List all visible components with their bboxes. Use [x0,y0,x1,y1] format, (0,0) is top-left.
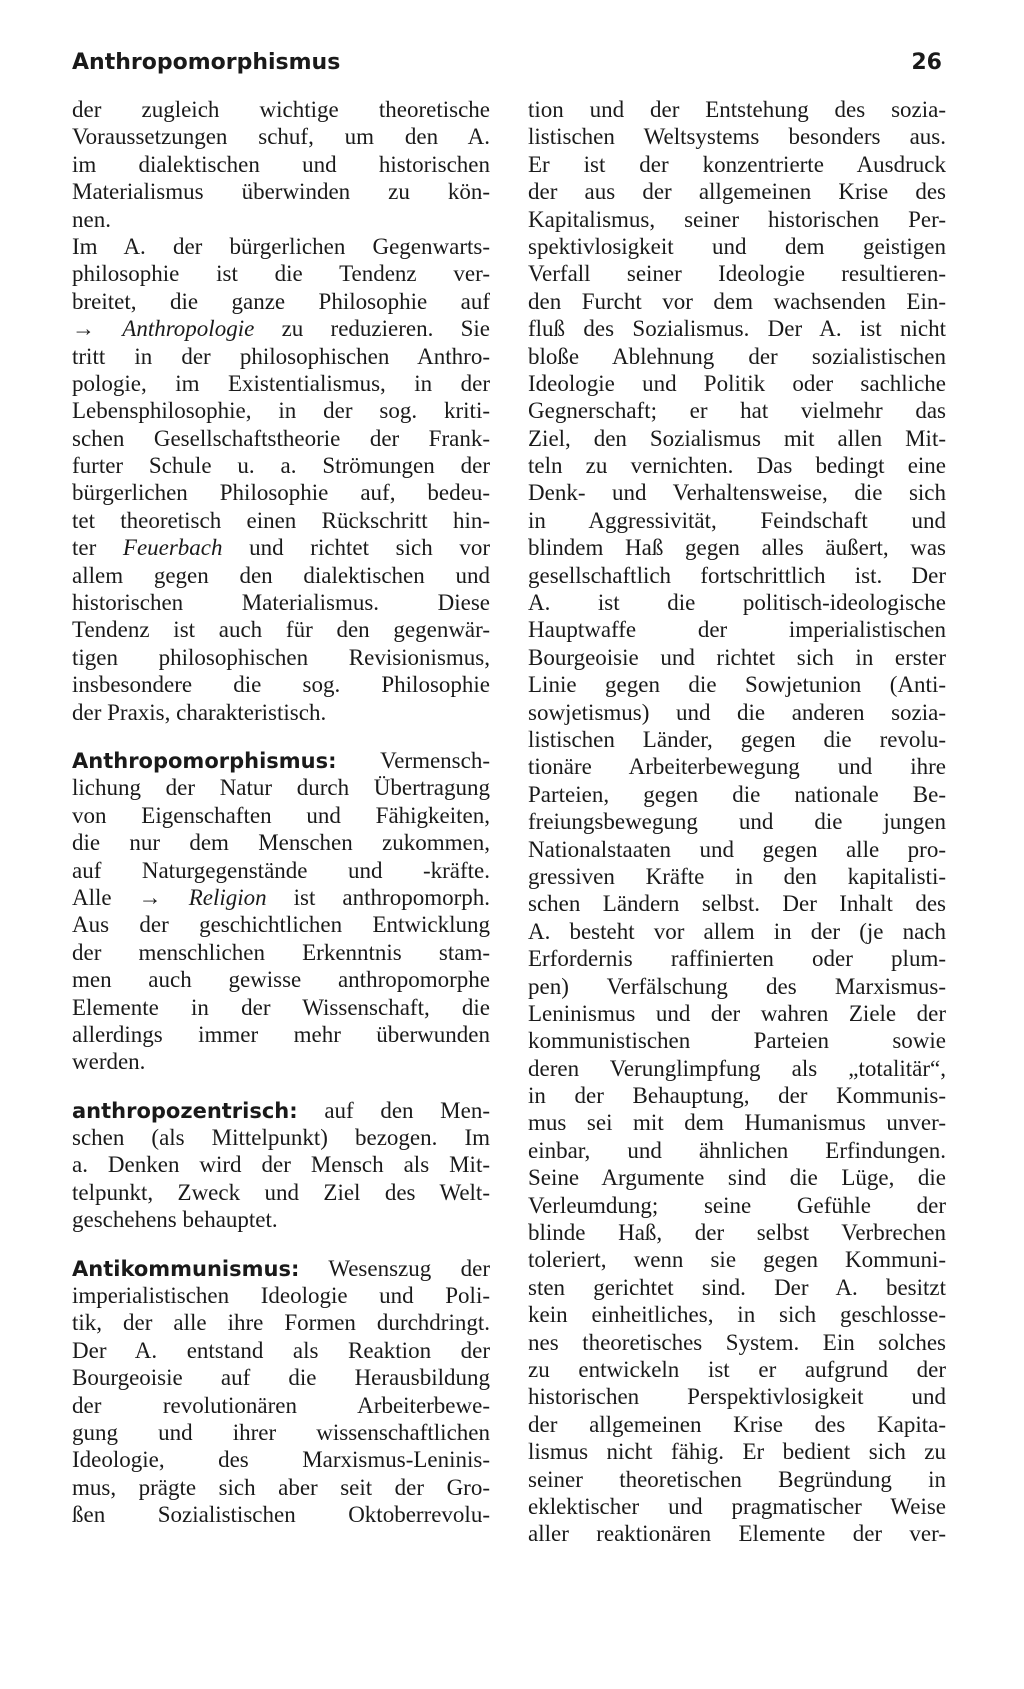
text-line [528,178,946,205]
text-line [72,1392,490,1419]
text-line [528,644,946,671]
text-run: schen (als Mittelpunkt) bezogen. Im [72,1125,490,1151]
text-line [72,616,490,643]
text-line [72,288,490,315]
text-line [528,726,946,753]
entry-antikommunismus-continued [528,96,946,1548]
text-run: gressiven Kräfte in den kapitalisti- [528,863,946,889]
entry-headword: Antikommunismus: [72,1256,300,1281]
text-line [528,1466,946,1493]
text-run: philosophie ist die Tendenz ver- [72,261,490,287]
text-run: seiner theoretischen Begründung in [528,1466,946,1492]
text-line [72,507,490,534]
text-line [72,1282,490,1309]
entry-anthropozentrisch [72,1097,490,1234]
text-line [528,1055,946,1082]
text-line [528,1000,946,1027]
text-line [528,1438,946,1465]
text-line [528,1274,946,1301]
text-run: werden. [72,1049,146,1075]
text-line [72,315,490,342]
running-head [72,50,952,84]
text-line [72,1048,490,1075]
text-line [72,884,490,911]
text-line [528,123,946,150]
text-run: Ideologie und Politik oder sachliche [528,370,946,396]
text-run: kein einheitliches, in sich geschlosse- [528,1302,946,1328]
text-line [528,452,946,479]
entry-headword: anthropozentrisch: [72,1098,298,1123]
right-column [528,96,946,1548]
text-run: mus sei mit dem Humanismus unver- [528,1110,946,1136]
text-run: blindem Haß gegen alles äußert, was [528,535,946,561]
text-line [72,1446,490,1473]
text-run: nes theoretisches System. Ein solches [528,1329,946,1355]
text-run: zu reduzieren. Sie [254,316,490,342]
text-run: Er ist der konzentrierte Ausdruck [528,151,946,177]
text-run: Bourgeoisie auf die Herausbildung [72,1365,490,1391]
text-run: auf den Men- [297,1097,490,1123]
text-line [72,802,490,829]
text-line [528,890,946,917]
text-line [72,644,490,671]
entry-headword: Anthropomorphismus: [72,748,337,773]
text-line [72,151,490,178]
text-line [72,1255,490,1282]
text-run: Im A. der bürgerlichen Gegenwarts- [72,233,490,259]
text-run: Lebensphilosophie, in der sog. kriti- [72,398,490,424]
text-run: Wesenszug der [299,1255,490,1281]
text-line [72,534,490,561]
cross-reference: Feuerbach [122,535,223,561]
text-run: in der Behauptung, der Kommunis- [528,1083,946,1109]
text-line [72,1097,490,1124]
text-run: men auch gewisse anthropomorphe [72,967,490,993]
text-line [528,1520,946,1547]
text-line [72,1419,490,1446]
text-line [528,1164,946,1191]
text-line [528,918,946,945]
text-line [528,671,946,698]
text-run: Ziel, den Sozialismus mit allen Mit- [528,425,946,451]
text-line [528,753,946,780]
text-run: der aus der allgemeinen Krise des [528,179,946,205]
text-run: der revolutionären Arbeiterbewe- [72,1392,490,1418]
text-run: Materialismus überwinden zu kön- [72,179,490,205]
text-run: A. besteht vor allem in der (je nach [528,918,946,944]
text-run: → [72,316,123,342]
text-run: geschehens behauptet. [72,1207,278,1233]
text-line [528,808,946,835]
text-line [72,1124,490,1151]
text-line [72,747,490,774]
text-line [72,370,490,397]
text-line [72,1151,490,1178]
text-line [72,589,490,616]
text-run: Hauptwaffe der imperialistischen [528,617,946,643]
text-run: tion und der Entstehung des sozia- [528,97,946,122]
text-line [72,452,490,479]
text-line [528,1137,946,1164]
text-run: Vermensch- [336,747,490,773]
text-run: Tendenz ist auch für den gegenwär- [72,617,490,643]
text-run: sten gerichtet sind. Der A. besitzt [528,1274,946,1300]
text-run: tionäre Arbeiterbewegung und ihre [528,754,946,780]
text-run: Leninismus und der wahren Ziele der [528,1000,946,1026]
text-line [72,1501,490,1528]
entry-anthropomorphismus [72,747,490,1076]
text-line [72,1206,490,1233]
entry-antikommunismus [72,1255,490,1529]
text-run: Voraussetzungen schuf, um den A. [72,124,490,150]
text-line [528,616,946,643]
text-line [528,425,946,452]
text-line [528,1192,946,1219]
text-run: Parteien, gegen die nationale Be- [528,781,946,807]
text-line [528,260,946,287]
text-line [72,260,490,287]
text-run: imperialistischen Ideologie und Poli- [72,1283,490,1309]
text-line [72,1179,490,1206]
text-run: aller reaktionären Elemente der ver- [528,1521,946,1547]
text-line [528,315,946,342]
cross-reference: Anthropologie [122,316,255,342]
text-run: bloße Ablehnung der sozialistischen [528,343,946,369]
text-run: auf Naturgegenstände und -kräfte. [72,857,490,883]
text-run: historischen Materialismus. Diese [72,590,490,616]
text-line [528,1329,946,1356]
text-run: Alle → [72,884,189,910]
text-line [72,857,490,884]
text-line [528,781,946,808]
text-line [528,562,946,589]
text-line [528,836,946,863]
text-run: lismus nicht fähig. Er bedient sich zu [528,1439,946,1465]
text-line [528,1082,946,1109]
text-line [72,966,490,993]
text-run: und richtet sich vor [222,535,490,561]
text-run: pen) Verfälschung des Marxismus- [528,973,946,999]
text-run: der allgemeinen Krise des Kapita- [528,1411,946,1437]
text-run: Verfall seiner Ideologie resultieren- [528,261,946,287]
text-run: listischen Länder, gegen die revolu- [528,726,946,752]
text-run: im dialektischen und historischen [72,151,490,177]
text-run: listischen Weltsystems besonders aus. [528,124,946,150]
text-run: lichung der Natur durch Übertragung [72,775,490,801]
text-run: die nur dem Menschen zukommen, [72,830,490,856]
text-run: A. ist die politisch-ideologische [528,590,946,616]
text-line [72,1309,490,1336]
text-run: ßen Sozialistischen Oktoberrevolu- [72,1502,490,1528]
text-run: fluß des Sozialismus. Der A. ist nicht [528,316,946,342]
text-run: a. Denken wird der Mensch als Mit- [72,1152,490,1178]
text-line [528,1246,946,1273]
text-line [72,123,490,150]
text-run: zu entwickeln ist er aufgrund der [528,1356,946,1382]
text-line [72,994,490,1021]
text-line [528,945,946,972]
text-line [72,1364,490,1391]
text-line [72,1337,490,1364]
text-run: Aus der geschichtlichen Entwicklung [72,912,490,938]
text-run: Seine Argumente sind die Lüge, die [528,1165,946,1191]
text-line [528,96,946,123]
text-line [72,479,490,506]
text-run: freiungsbewegung und die jungen [528,809,946,835]
text-run: tritt in der philosophischen Anthro- [72,343,490,369]
text-line [528,507,946,534]
text-run: gesellschaftlich fortschrittlich ist. Der [528,562,946,588]
text-run: Bourgeoisie und richtet sich in erster [528,644,946,670]
text-line [528,863,946,890]
text-line [528,589,946,616]
text-run: der zugleich wichtige theoretische [72,97,490,122]
text-line [72,1021,490,1048]
text-run: allerdings immer mehr überwunden [72,1021,490,1047]
entry-anthropomorphismus-continued [72,96,490,726]
text-run: Erfordernis raffinierten oder plum- [528,946,946,972]
text-run: mus, prägte sich aber seit der Gro- [72,1474,490,1500]
text-run: insbesondere die sog. Philosophie [72,672,490,698]
text-line [72,774,490,801]
text-line [528,233,946,260]
text-line [72,206,490,233]
text-line [528,397,946,424]
text-line [72,178,490,205]
text-line [528,288,946,315]
text-line [72,939,490,966]
text-run: furter Schule u. a. Strömungen der [72,453,490,479]
left-column [72,96,490,1529]
text-run: Ideologie, des Marxismus-Leninis- [72,1447,490,1473]
text-run: der menschlichen Erkenntnis stam- [72,939,490,965]
text-run: Denk- und Verhaltensweise, die sich [528,480,946,506]
text-run: spektivlosigkeit und dem geistigen [528,233,946,259]
text-run: bürgerlichen Philosophie auf, bedeu- [72,480,490,506]
text-line [528,206,946,233]
text-line [528,1301,946,1328]
text-line [528,151,946,178]
text-run: schen Ländern selbst. Der Inhalt des [528,891,946,917]
text-line [528,1219,946,1246]
text-run: breitet, die ganze Philosophie auf [72,288,490,314]
text-line [528,1027,946,1054]
text-run: gung und ihrer wissenschaftlichen [72,1419,490,1445]
text-run: schen Gesellschaftstheorie der Frank- [72,425,490,451]
text-run: von Eigenschaften und Fähigkeiten, [72,802,490,828]
text-run: tik, der alle ihre Formen durchdringt. [72,1310,490,1336]
running-head-title: Anthropomorphismus [72,50,341,75]
text-run: Gegnerschaft; er hat vielmehr das [528,398,946,424]
text-line [72,562,490,589]
text-run: allem gegen den dialektischen und [72,562,490,588]
text-line [72,397,490,424]
text-line [528,973,946,1000]
text-run: Der A. entstand als Reaktion der [72,1337,490,1363]
text-run: ist anthropomorph. [266,884,490,910]
text-line [528,1411,946,1438]
text-run: Verleumdung; seine Gefühle der [528,1192,946,1218]
text-run: nen. [72,206,111,232]
text-line [72,425,490,452]
text-run: ter [72,535,123,561]
text-run: toleriert, wenn sie gegen Kommuni- [528,1247,946,1273]
text-run: den Furcht vor dem wachsenden Ein- [528,288,946,314]
text-run: der Praxis, charakteristisch. [72,699,327,725]
text-line [528,1493,946,1520]
text-run: einbar, und ähnlichen Erfindungen. [528,1137,946,1163]
text-line [528,479,946,506]
text-run: Elemente in der Wissenschaft, die [72,994,490,1020]
text-run: eklektischer und pragmatischer Weise [528,1493,946,1519]
text-line [72,343,490,370]
text-run: tigen philosophischen Revisionismus, [72,644,490,670]
text-line [72,829,490,856]
text-run: tet theoretisch einen Rückschritt hin- [72,507,490,533]
text-line [528,534,946,561]
cross-reference: Religion [188,884,267,910]
text-run: historischen Perspektivlosigkeit und [528,1384,946,1410]
text-line [528,1356,946,1383]
text-line [72,699,490,726]
text-run: sowjetismus) und die anderen sozia- [528,699,946,725]
text-line [528,343,946,370]
text-line [72,1474,490,1501]
text-run: teln zu vernichten. Das bedingt eine [528,453,946,479]
text-line [72,671,490,698]
text-line [72,911,490,938]
text-run: Nationalstaaten und gegen alle pro- [528,836,946,862]
text-line [72,233,490,260]
text-run: pologie, im Existentialismus, in der [72,370,490,396]
text-line [528,699,946,726]
text-run: in Aggressivität, Feindschaft und [528,507,946,533]
text-line [72,96,490,123]
text-line [528,1109,946,1136]
text-line [528,370,946,397]
text-run: Kapitalismus, seiner historischen Per- [528,206,946,232]
text-run: Linie gegen die Sowjetunion (Anti- [528,672,946,698]
text-run: kommunistischen Parteien sowie [528,1028,946,1054]
text-line [528,1383,946,1410]
text-run: deren Verunglimpfung als „totalitär“, [528,1055,946,1081]
page-number: 26 [911,50,942,75]
text-run: telpunkt, Zweck und Ziel des Welt- [72,1179,490,1205]
text-run: blinde Haß, der selbst Verbrechen [528,1220,946,1246]
